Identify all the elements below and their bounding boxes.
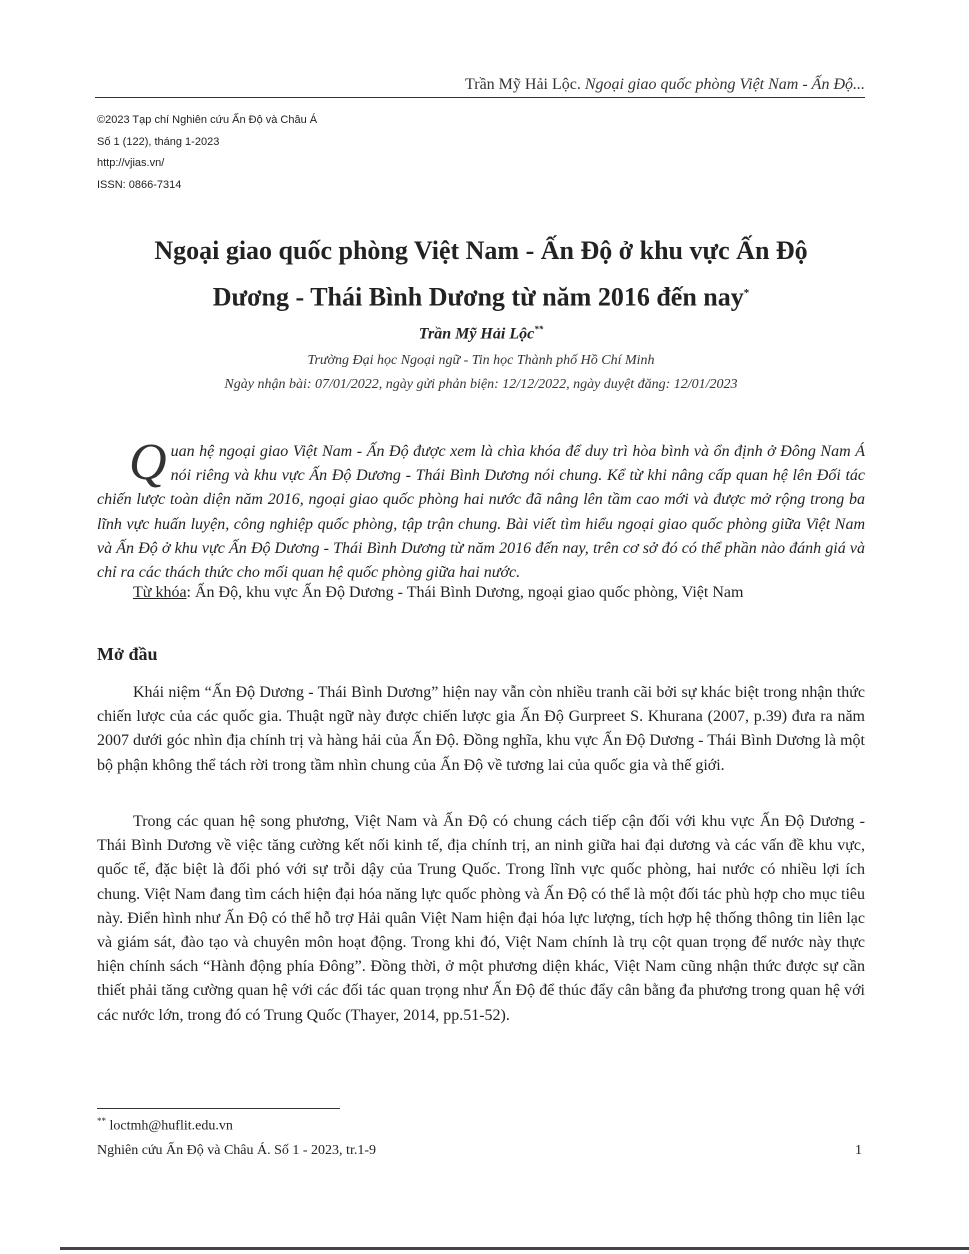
page-footer: Nghiên cứu Ấn Độ và Châu Á. Số 1 - 2023, tr.1-9 bbox=[97, 1143, 377, 1158]
meta-copyright: ©2023 Tạp chí Nghiên cứu Ấn Độ và Châu Á bbox=[97, 114, 318, 126]
author-name: Trần Mỹ Hải Lộc bbox=[418, 325, 535, 343]
title-footnote-mark: * bbox=[743, 287, 750, 299]
scan-edge bbox=[60, 1247, 969, 1250]
drop-cap: Q bbox=[129, 434, 167, 491]
footnote-email[interactable]: loctmh@huflit.edu.vn bbox=[106, 1118, 233, 1134]
running-header-author: Trần Mỹ Hải Lộc. bbox=[465, 76, 581, 93]
meta-issue: Số 1 (122), tháng 1-2023 bbox=[97, 135, 220, 148]
meta-url[interactable]: http://vjias.vn/ bbox=[97, 157, 165, 169]
keywords-label: Từ khóa bbox=[133, 584, 187, 601]
keywords bbox=[133, 584, 865, 602]
footnote-rule bbox=[97, 1108, 340, 1109]
author-footnote-mark: ** bbox=[534, 324, 544, 334]
author bbox=[97, 324, 865, 343]
article-title bbox=[97, 230, 865, 319]
body-paragraph-1: Khái niệm “Ấn Độ Dương - Thái Bình Dương” hiện nay vẫn còn nhiều tranh cãi bởi sự khác biệt trong nhận thức chiến lược của các quốc gia. Thuật ngữ này được chiến lược gia Ấn Độ Gurpreet S. Khurana (2007, p.39) đưa ra năm 2007 dưới góc nhìn địa chính trị và hàng hải của Ấn Độ. Đồng nghĩa, khu vực Ấn Độ Dương - Thái Bình Dương là một bộ phận không thể tách rời trong tầm nhìn chung của Ấn Độ về tương lai của quốc gia và thế giới. bbox=[97, 684, 865, 774]
abstract bbox=[97, 434, 865, 585]
affiliation-block bbox=[97, 349, 865, 397]
meta-issn: ISSN: 0866-7314 bbox=[97, 178, 182, 191]
body-paragraph-2: Trong các quan hệ song phương, Việt Nam và Ấn Độ có chung cách tiếp cận đối với khu vực Ấn Độ Dương - Thái Bình Dương về việc tăng cường kết nối kinh tế, địa chính trị, an ninh giữa hai đại dương và các vấn đề khu vực, quốc tế, đặc biệt là đối phó với sự trỗi dậy của Trung Quốc. Trong lĩnh vực quốc phòng, hai nước có nhiều lợi ích chung. Việt Nam đang tìm cách hiện đại hóa năng lực quốc phòng và Ấn Độ có thể là một đối tác phù hợp cho mục tiêu này. Điển hình như Ấn Độ có thể hỗ trợ Hải quân Việt Nam hiện đại hóa lực lượng, tích hợp hệ thống thông tin liên lạc và giám sát, đào tạo và chuyên môn hoạt động. Trong khi đó, Việt Nam chính là trụ cột quan trọng để nước này thực hiện chính sách “Hành động phía Đông”. Đồng thời, ở một phương diện khác, Việt Nam cũng nhận thức được sự cần thiết phải tăng cường quan hệ với các đối tác quan trọng như Ấn Độ để thúc đẩy cân bằng đa phương trong quan hệ với các nước lớn, trong đó có Trung Quốc (Thayer, 2014, pp.51-52). bbox=[97, 813, 865, 1024]
abstract-text: uan hệ ngoại giao Việt Nam - Ấn Độ được xem là chìa khóa để duy trì hòa bình và ổn định ở Đông Nam Á nói riêng và khu vực Ấn Độ Dương - Thái Bình Dương nói chung. Kể từ khi nâng cấp quan hệ lên Đối tác chiến lược toàn diện năm 2016, ngoại giao quốc phòng hai nước đã nâng lên tầm cao mới và được mở rộng trong ba lĩnh vực huấn luyện, công nghiệp quốc phòng, tập trận chung. Bài viết tìm hiểu ngoại giao quốc phòng giữa Việt Nam và Ấn Độ ở khu vực Ấn Độ Dương - Thái Bình Dương từ năm 2016 đến nay, trên cơ sở đó có thể phần nào đánh giá và chỉ ra các thách thức cho mối quan hệ quốc phòng giữa hai nước. bbox=[97, 443, 865, 582]
submission-dates: Ngày nhận bài: 07/01/2022, ngày gửi phản biện: 12/12/2022, ngày duyệt đăng: 12/01/2023 bbox=[224, 377, 738, 392]
journal-meta bbox=[97, 110, 317, 196]
affiliation: Trường Đại học Ngoại ngữ - Tin học Thành phố Hồ Chí Minh bbox=[307, 353, 655, 368]
keywords-text: : Ấn Độ, khu vực Ấn Độ Dương - Thái Bình Dương, ngoại giao quốc phòng, Việt Nam bbox=[186, 584, 744, 601]
running-header-title: Ngoại giao quốc phòng Việt Nam - Ấn Độ... bbox=[584, 76, 865, 93]
footnote-mark: ** bbox=[97, 1116, 106, 1126]
footnote bbox=[97, 1116, 233, 1135]
page-number: 1 bbox=[855, 1143, 862, 1158]
header-rule bbox=[95, 97, 865, 98]
section-heading: Mở đầu bbox=[97, 644, 158, 664]
title-line-1: Ngoại giao quốc phòng Việt Nam - Ấn Độ ở khu vực Ấn Độ bbox=[154, 236, 808, 265]
running-header bbox=[400, 76, 865, 94]
title-line-2: Dương - Thái Bình Dương từ năm 2016 đến nay bbox=[212, 282, 744, 312]
